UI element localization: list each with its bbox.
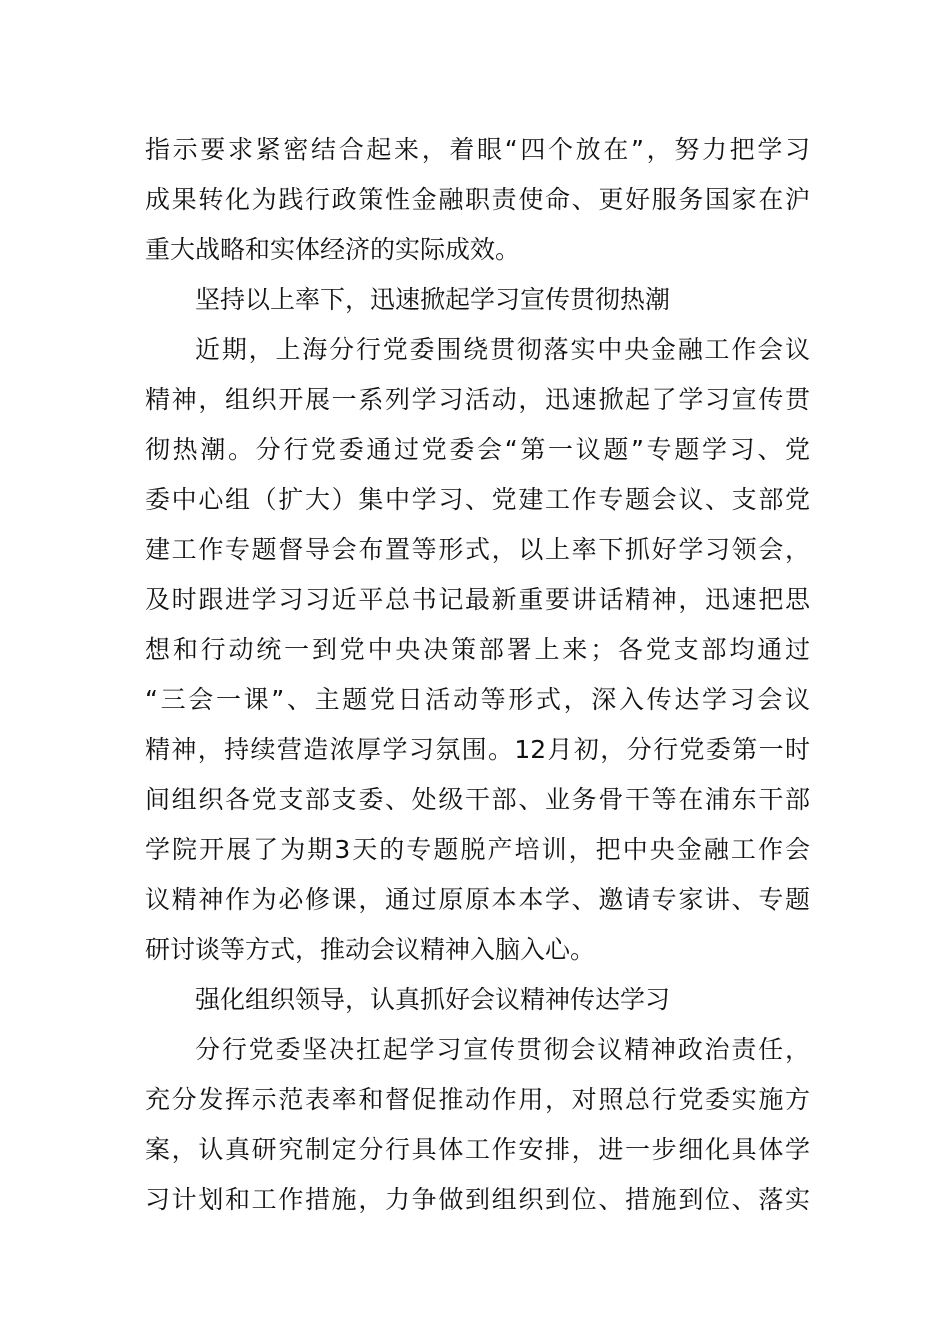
- text-line: 近期，上海分行党委围绕贯彻落实中央金融工作会议: [195, 335, 810, 364]
- text-line: 充分发挥示范表率和督促推动作用，对照总行党委实施方: [145, 1085, 810, 1114]
- text-line: 精神，持续营造浓厚学习氛围。12月初，分行党委第一时: [145, 735, 810, 764]
- text-line: 成果转化为践行政策性金融职责使命、更好服务国家在沪: [145, 185, 810, 214]
- text-line: 重大战略和实体经济的实际成效。: [145, 235, 521, 264]
- section-heading: 强化组织领导，认真抓好会议精神传达学习: [195, 985, 671, 1014]
- text-line: 分行党委坚决扛起学习宣传贯彻会议精神政治责任，: [195, 1035, 810, 1064]
- text-line: 研讨谈等方式，推动会议精神入脑入心。: [145, 935, 596, 964]
- text-line: 议精神作为必修课，通过原原本本学、邀请专家讲、专题: [145, 885, 810, 914]
- text-line: 彻热潮。分行党委通过党委会“第一议题”专题学习、党: [145, 435, 810, 464]
- text-line: 建工作专题督导会布置等形式，以上率下抓好学习领会，: [145, 535, 810, 564]
- text-line: 委中心组（扩大）集中学习、党建工作专题会议、支部党: [145, 485, 810, 514]
- text-line: 指示要求紧密结合起来，着眼“四个放在”，努力把学习: [145, 135, 810, 164]
- text-line: 学院开展了为期3天的专题脱产培训，把中央金融工作会: [145, 835, 810, 864]
- text-line: 精神，组织开展一系列学习活动，迅速掀起了学习宣传贯: [145, 385, 810, 414]
- section-heading: 坚持以上率下，迅速掀起学习宣传贯彻热潮: [195, 285, 671, 314]
- text-line: 想和行动统一到党中央决策部署上来；各党支部均通过: [145, 635, 810, 664]
- text-line: 习计划和工作措施，力争做到组织到位、措施到位、落实: [145, 1185, 810, 1214]
- text-line: 案，认真研究制定分行具体工作安排，进一步细化具体学: [145, 1135, 810, 1164]
- text-line: 间组织各党支部支委、处级干部、业务骨干等在浦东干部: [145, 785, 810, 814]
- text-line: 及时跟进学习习近平总书记最新重要讲话精神，迅速把思: [145, 585, 810, 614]
- text-line: “三会一课”、主题党日活动等形式，深入传达学习会议: [145, 685, 810, 714]
